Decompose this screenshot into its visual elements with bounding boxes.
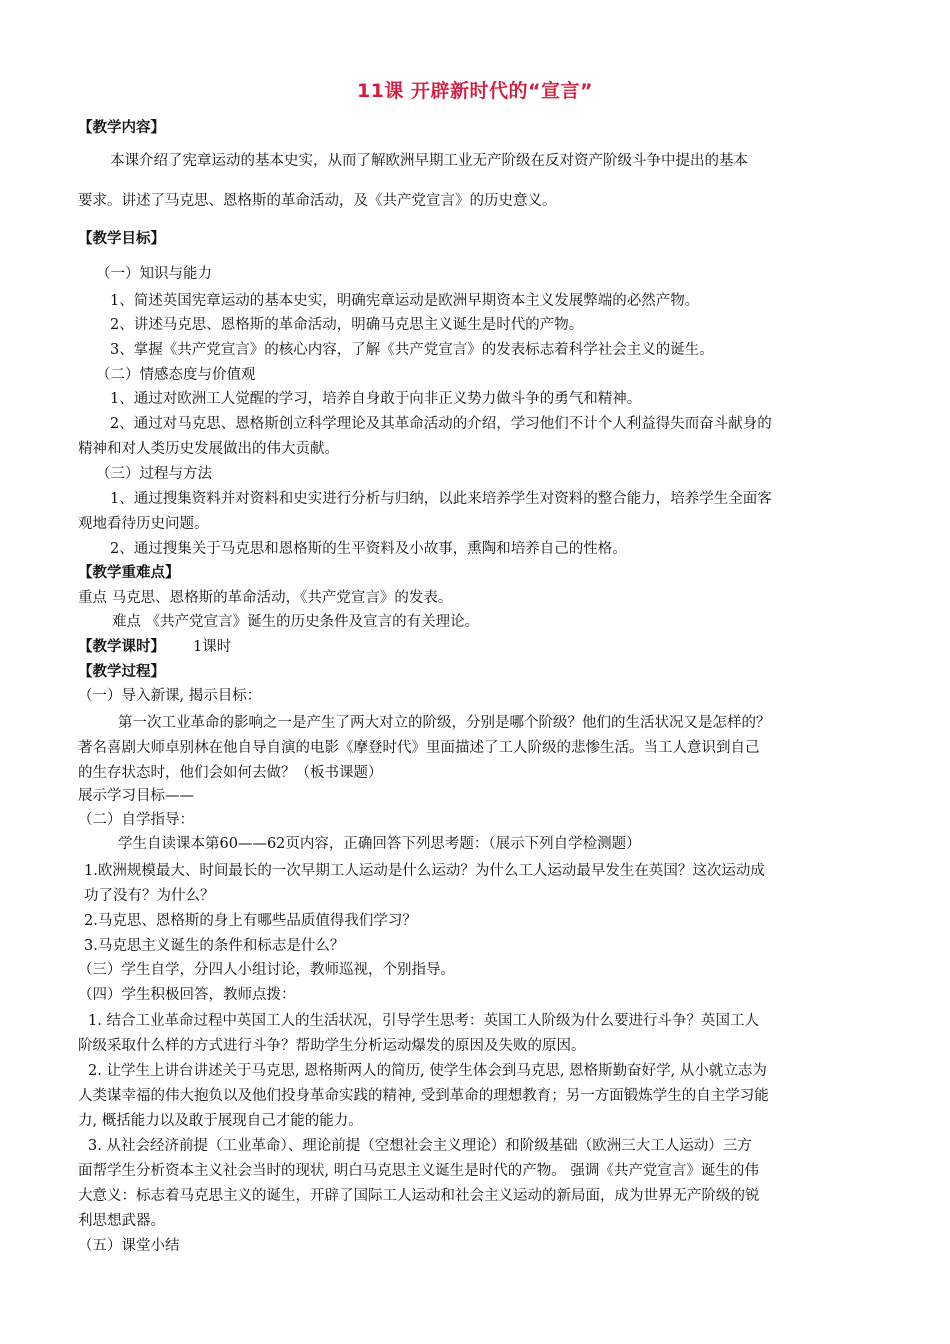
step4-line: 利思想武器。 bbox=[78, 1213, 165, 1229]
step-text-line: 的生存状态时，他们会如何去做？（板书课题） bbox=[78, 765, 383, 781]
step2-title: （二）自学指导： bbox=[78, 812, 194, 828]
step4-line: 阶级采取什么样的方式进行斗争？帮助学生分析运动爆发的原因及失败的原因。 bbox=[78, 1038, 586, 1054]
lesson-title: 11课 开辟新时代的“宣言” bbox=[356, 80, 594, 102]
hours-header: 【教学课时】 bbox=[78, 638, 165, 655]
goal1-title: （一）知识与能力 bbox=[96, 266, 212, 282]
step4-line: 2. 让学生上讲台讲述关于马克思, 恩格斯两人的简历, 使学生体会到马克思, 恩格斯勤奋好学, 从小就立志为 bbox=[88, 1063, 767, 1079]
key-point: 重点 马克思、恩格斯的革命活动，《共产党宣言》的发表。 bbox=[78, 590, 453, 606]
goals-header: 【教学目标】 bbox=[78, 230, 165, 247]
question-line: 3.马克思主义诞生的条件和标志是什么？ bbox=[84, 938, 345, 954]
step4-line: 人类谋幸福的伟大抱负以及他们投身革命实践的精神, 受到革命的理想教育；另一方面锻炼学生的自主学习能 bbox=[78, 1088, 769, 1104]
question-line: 1.欧洲规模最大、时间最长的一次早期工人运动是什么运动？为什么工人运动最早发生在英国？这次运动成 bbox=[84, 863, 765, 879]
question-line: 功了没有？为什么？ bbox=[84, 888, 215, 904]
step-text-line: 第一次工业革命的影响之一是产生了两大对立的阶级，分别是哪个阶级？他们的生活状况又是怎样的？ bbox=[118, 715, 771, 731]
step5-title: （五）课堂小结 bbox=[78, 1238, 180, 1254]
goal-item: 精神和对人类历史发展做出的伟大贡献。 bbox=[78, 441, 339, 457]
step1-title: （一）导入新课, 揭示目标： bbox=[78, 688, 262, 704]
step3-title: （三）学生自学，分四人小组讨论，教师巡视，个别指导。 bbox=[78, 962, 455, 978]
step4-line: 面帮学生分析资本主义社会当时的现状, 明白马克思主义诞生是时代的产物。 强调《共产党宣言》诞生的伟 bbox=[78, 1163, 759, 1179]
step-text-line: 著名喜剧大师卓别林在他自导自演的电影《摩登时代》里面描述了工人阶级的悲惨生活。当工人意识到自己 bbox=[78, 740, 760, 756]
step4-line: 大意义：标志着马克思主义的诞生，开辟了国际工人运动和社会主义运动的新局面，成为世界无产阶级的锐 bbox=[78, 1188, 760, 1204]
goal-item: 2、通过搜集关于马克思和恩格斯的生平资料及小故事，熏陶和培养自己的性格。 bbox=[110, 541, 627, 557]
goal-item: 1、简述英国宪章运动的基本史实，明确宪章运动是欧洲早期资本主义发展弊端的必然产物。 bbox=[110, 293, 700, 309]
goal-item: 2、通过对马克思、恩格斯创立科学理论及其革命活动的介绍，学习他们不计个人利益得失而奋斗献身的 bbox=[110, 416, 772, 432]
goal-item: 2、讲述马克思、恩格斯的革命活动，明确马克思主义诞生是时代的产物。 bbox=[110, 317, 584, 333]
goal-item: 观地看待历史问题。 bbox=[78, 516, 209, 532]
step4-line: 1. 结合工业革命过程中英国工人的生活状况，引导学生思考：英国工人阶级为什么要进行斗争？英国工人 bbox=[88, 1013, 759, 1029]
hours-value: 1课时 bbox=[193, 639, 232, 655]
step2-intro: 学生自读课本第60——62页内容，正确回答下列思考题：（展示下列自学检测题） bbox=[118, 836, 641, 852]
goal-item: 1、通过对欧洲工人觉醒的学习，培养自身敢于向非正义势力做斗争的勇气和精神。 bbox=[110, 391, 642, 407]
step4-line: 力, 概括能力以及敢于展现自己才能的能力。 bbox=[78, 1113, 363, 1129]
step-text-line: 展示学习目标—— bbox=[78, 788, 194, 804]
goal2-title: （二）情感态度与价值观 bbox=[96, 367, 256, 383]
content-header: 【教学内容】 bbox=[78, 119, 165, 136]
content-text-line: 要求。讲述了马克思、恩格斯的革命活动，及《共产党宣言》的历史意义。 bbox=[78, 193, 557, 209]
step4-line: 3. 从社会经济前提（工业革命）、理论前提（空想社会主义理论）和阶级基础（欧洲三大工人运动）三方 bbox=[88, 1138, 752, 1154]
content-text-line: 本课介绍了宪章运动的基本史实，从而了解欧洲早期工业无产阶级在反对资产阶级斗争中提出的基本 bbox=[110, 153, 748, 169]
goal3-title: （三）过程与方法 bbox=[96, 466, 212, 482]
goal-item: 1、通过搜集资料并对资料和史实进行分析与归纳，以此来培养学生对资料的整合能力，培养学生全面客 bbox=[110, 491, 772, 507]
step4-title: （四）学生积极回答，教师点拨： bbox=[78, 987, 296, 1003]
key-header: 【教学重难点】 bbox=[78, 564, 180, 581]
difficult-point: 难点 《共产党宣言》诞生的历史条件及宣言的有关理论。 bbox=[112, 614, 480, 630]
process-header: 【教学过程】 bbox=[78, 663, 165, 680]
question-line: 2.马克思、恩格斯的身上有哪些品质值得我们学习？ bbox=[84, 913, 417, 929]
goal-item: 3、掌握《共产党宣言》的核心内容，了解《共产党宣言》的发表标志着科学社会主义的诞生。 bbox=[110, 342, 714, 358]
